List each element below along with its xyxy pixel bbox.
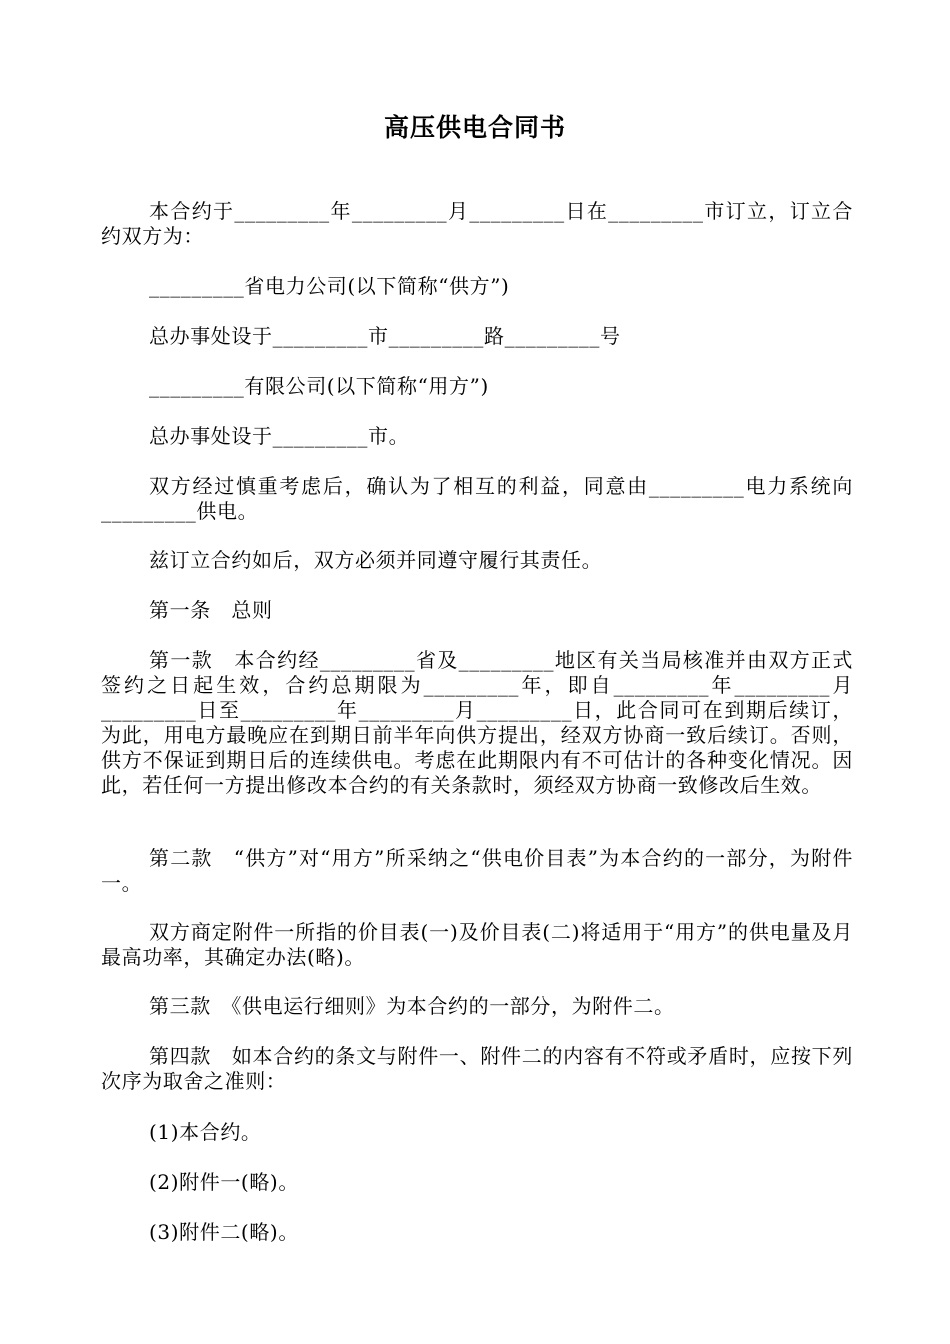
list-item-1: (1)本合约。 [149, 1120, 262, 1144]
clause-2: 第二款 “供方”对“用方”所采纳之“供电价目表”为本合约的一部分，为附件一。 [101, 846, 853, 895]
paragraph-obligation: 兹订立合约如后，双方必须并同遵守履行其责任。 [149, 548, 603, 572]
clause-3: 第三款 《供电运行细则》为本合约的一部分，为附件二。 [149, 994, 675, 1018]
document-title: 高压供电合同书 [383, 113, 566, 142]
clause-1: 第一款 本合约经_________省及_________地区有关当局核准并由双方正式签约之日起生效，合约总期限为_________年，即自_________年_________月_________日至_________年_________月_________日，此合同可在到期后续订，为此，用电方最晚应在到期日前半年向供方提出，经双方协商一致后续订。否则，供方不保证到期日后的连续供电。考虑在此期限内有不可估计的各种变化情况。因此，若任何一方提出修改本合约的有关条款时，须经双方协商一致修改后生效。 [101, 648, 853, 797]
paragraph-supplier-office: 总办事处设于_________市_________路_________号 [149, 324, 621, 348]
clause-2-pricing: 双方商定附件一所指的价目表(一)及价目表(二)将适用于“用方”的供电量及月最高功率，其确定办法(略)。 [101, 920, 853, 969]
paragraph-user: _________有限公司(以下简称“用方”) [149, 374, 489, 398]
list-item-2: (2)附件一(略)。 [149, 1170, 299, 1194]
clause-4: 第四款 如本合约的条文与附件一、附件二的内容有不符或矛盾时，应按下列次序为取舍之准则： [101, 1044, 853, 1093]
paragraph-user-office: 总办事处设于_________市。 [149, 424, 410, 448]
section-heading-general: 第一条 总则 [149, 598, 273, 622]
paragraph-agreement: 双方经过慎重考虑后，确认为了相互的利益，同意由_________电力系统向_________供电。 [101, 474, 853, 523]
paragraph-supplier: _________省电力公司(以下简称“供方”) [149, 274, 510, 298]
list-item-3: (3)附件二(略)。 [149, 1220, 299, 1244]
paragraph-contract-date: 本合约于_________年_________月_________日在_________市订立，订立合约双方为： [101, 199, 853, 248]
